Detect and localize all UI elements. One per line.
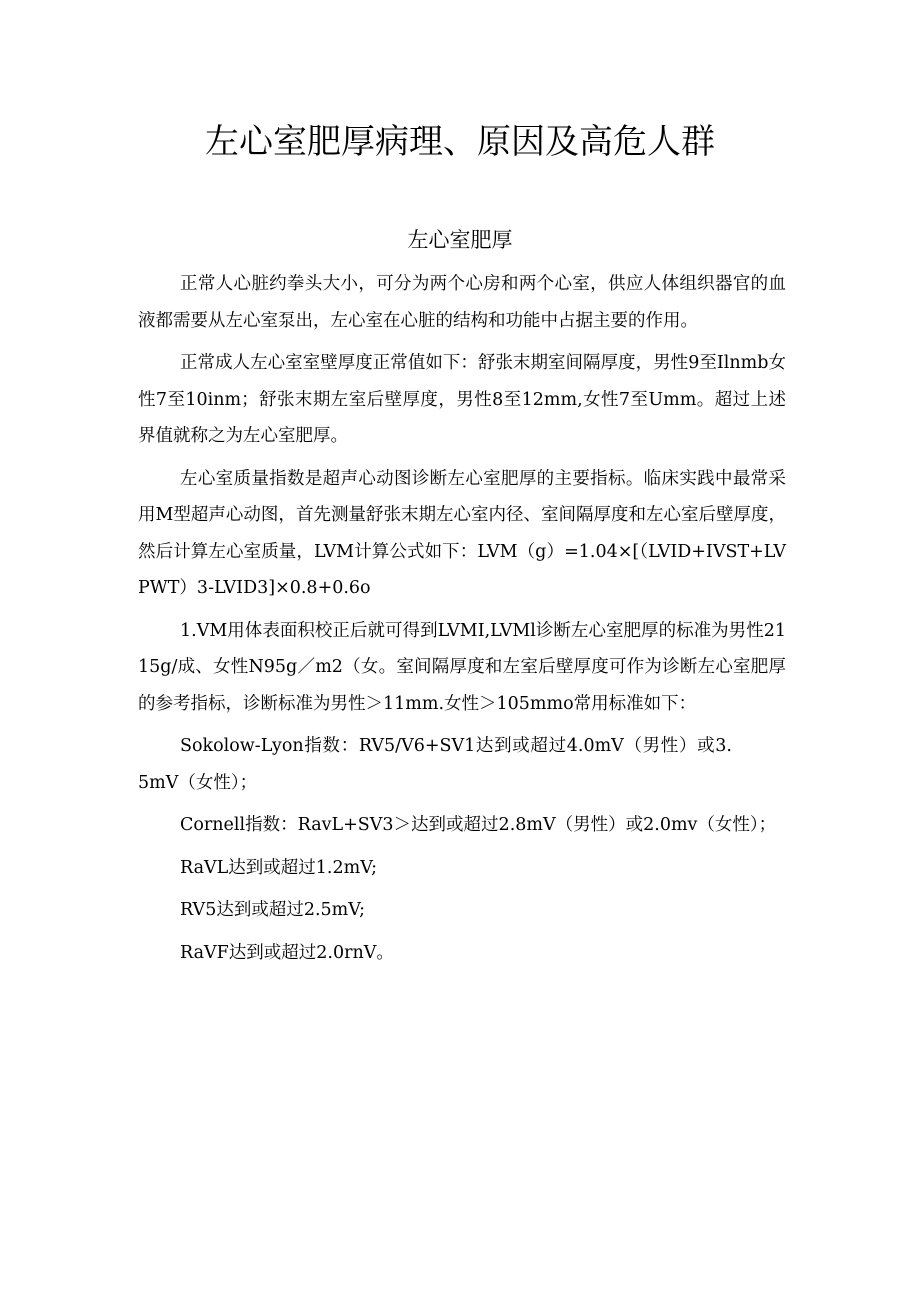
criteria-line-rv5: RV5达到或超过2.5mV;	[180, 900, 366, 920]
document-body	[138, 266, 786, 977]
criteria-line-ravl: RaVL达到或超过1.2mV;	[180, 857, 377, 878]
criteria-line-ravf: RaVF达到或超过2.0rnV。	[180, 942, 394, 963]
paragraph-sokolow-lyon: Sokolow-Lyon指数：RV5/V6+SV1达到或超过4.0mV（男性）或3.5mV（女性）；	[138, 736, 732, 793]
paragraph-cornell: Cornell指数：RavL+SV3＞达到或超过2.8mV（男性）或2.0mv（女性）；	[180, 815, 777, 835]
document-title: 左心室肥厚病理、原因及高危人群	[205, 122, 715, 162]
section-title: 左心室肥厚	[407, 228, 513, 252]
paragraph-lvmi-criteria: 1.VM用体表面积校正后就可得到LVMI,LVMl诊断左心室肥厚的标准为男性2115g/成、女性N95g／m2（女。室间隔厚度和左室后壁厚度可作为诊断左心室肥厚的参考指标，诊断标准为男性＞11mm.女性＞105mmo常用标准如下：	[138, 620, 786, 714]
paragraph-mass-index: 左心室质量指数是超声心动图诊断左心室肥厚的主要指标。临床实践中最常采用M型超声心动图，首先测量舒张末期左心室内径、室间隔厚度和左心室后壁厚度，然后计算左心室质量，LVM计算公式如下：LVM（g）=1.04×[（LVID+IVST+LVPWT）3-LVID3]×0.8+0.6o	[138, 468, 786, 598]
paragraph-normal-values: 正常成人左心室室壁厚度正常值如下：舒张末期室间隔厚度，男性9至Ilnmb女性7至10inm；舒张末期左室后壁厚度，男性8至12mm,女性7至Umm。超过上述界值就称之为左心室肥厚。	[138, 353, 786, 446]
paragraph-intro: 正常人心脏约拳头大小，可分为两个心房和两个心室，供应人体组织器官的血液都需要从左心室泵出，左心室在心脏的结构和功能中占据主要的作用。	[138, 274, 786, 331]
